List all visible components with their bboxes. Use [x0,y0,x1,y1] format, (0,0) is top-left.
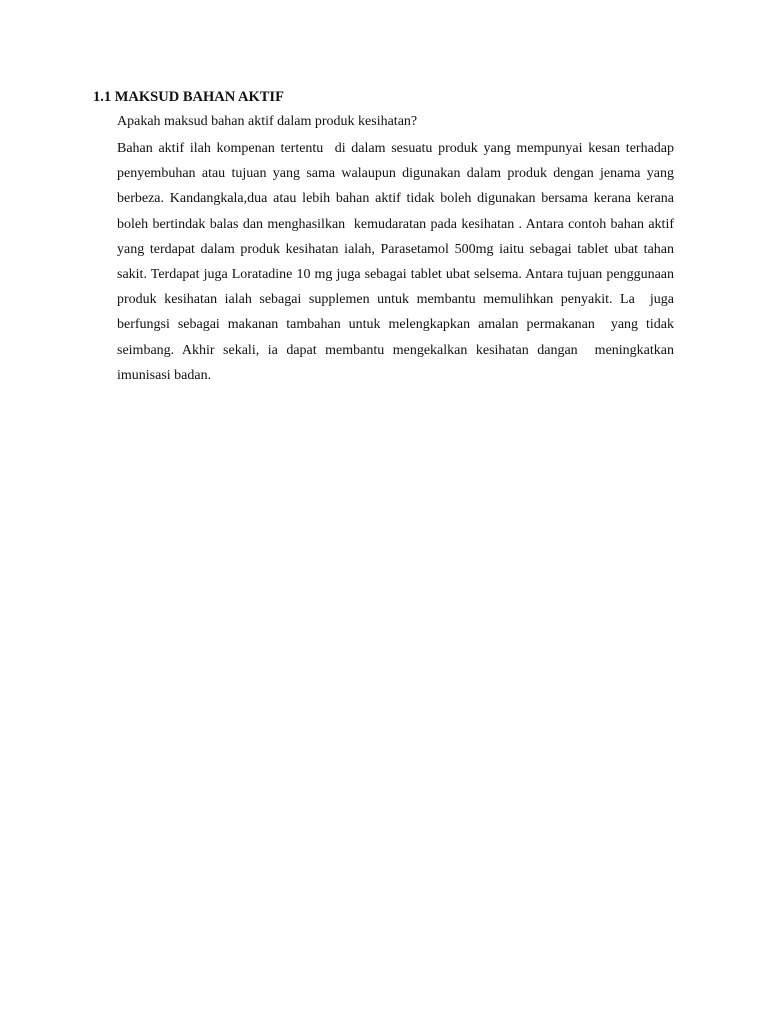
section-question: Apakah maksud bahan aktif dalam produk kesihatan? [117,114,418,129]
section-heading: 1.1 MAKSUD BAHAN AKTIF [93,89,284,105]
body-paragraph: Bahan aktif ilah kompenan tertentu di dalam sesuatu produk yang mempunyai kesan terhadap penyembuhan atau tujuan yang sama walaupun digunakan dalam produk dengan jenama yang berbeza. Kandangkala,dua atau lebih bahan aktif tidak boleh digunakan bersama kerana kerana boleh bertindak balas dan menghasilkan kemudaratan pada kesihatan . Antara contoh bahan aktif yang terdapat dalam produk kesihatan ialah, Parasetamol 500mg iaitu sebagai tablet ubat tahan sakit. Terdapat juga Loratadine 10 mg juga sebagai tablet ubat selsema. Antara tujuan penggunaan produk kesihatan ialah sebagai supplemen untuk membantu memulihkan penyakit. La juga berfungsi sebagai makanan tambahan untuk melengkapkan amalan permakanan yang tidak seimbang. Akhir sekali, ia dapat membantu mengekalkan kesihatan dangan meningkatkan imunisasi badan. [117,141,681,383]
